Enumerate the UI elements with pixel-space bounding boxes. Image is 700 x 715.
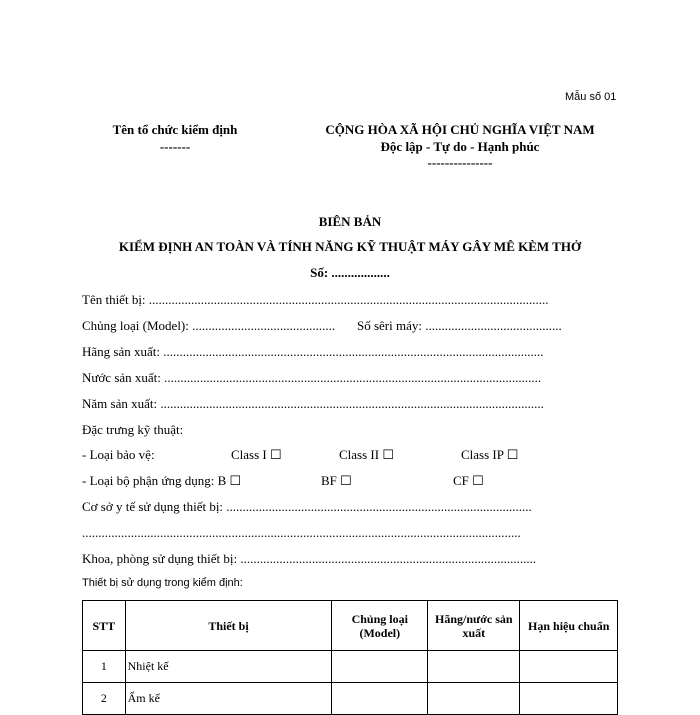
field-department: Khoa, phòng sử dụng thiết bị: ........................................................................................... — [82, 551, 537, 566]
form-code: Mẫu số 01 — [565, 91, 617, 103]
protection-type-label: - Loại bảo vệ: — [82, 447, 155, 462]
country-name: CỘNG HÒA XÃ HỘI CHỦ NGHĨA VIỆT NAM — [325, 122, 595, 137]
bf-checkbox: BF ☐ — [321, 473, 352, 488]
motto-dashes: --------------- — [427, 155, 493, 170]
cell-device: Ẩm kế — [125, 683, 332, 715]
table-header-row — [83, 601, 618, 651]
header-device: Thiết bị — [125, 601, 332, 651]
header-model: Chủng loại (Model) — [332, 601, 428, 651]
cell-device: Nhiệt kế — [125, 651, 332, 683]
field-year: Năm sản xuất: ...................................................................................................................... — [82, 396, 544, 411]
field-facility-line2: ....................................................................................................................................... — [82, 525, 521, 540]
cell-calibration — [520, 683, 618, 715]
class-2-checkbox: Class II ☐ — [339, 447, 394, 462]
motto: Độc lập - Tự do - Hạnh phúc — [380, 139, 540, 154]
equipment-caption: Thiết bị sử dụng trong kiểm định: — [82, 577, 243, 589]
org-dashes: ------- — [159, 139, 191, 154]
cell-calibration — [520, 651, 618, 683]
cell-stt: 2 — [83, 683, 126, 715]
cell-stt: 1 — [83, 651, 126, 683]
doc-title: BIÊN BẢN — [318, 214, 382, 229]
cell-model — [332, 651, 428, 683]
class-1-checkbox: Class I ☐ — [231, 447, 282, 462]
table-row — [83, 683, 618, 715]
header-maker: Hãng/nước sản xuất — [428, 601, 520, 651]
org-name: Tên tổ chức kiểm định — [112, 122, 238, 137]
field-manufacturer: Hãng sản xuất: ..................................................................................................................... — [82, 344, 544, 359]
header-stt: STT — [83, 601, 126, 651]
cell-maker — [428, 651, 520, 683]
field-serial: Số sêri máy: .......................................... — [357, 318, 562, 333]
doc-number: Số: .................. — [310, 265, 390, 280]
field-specs: Đặc trưng kỹ thuật: — [82, 422, 184, 437]
field-country: Nước sản xuất: .................................................................................................................... — [82, 370, 542, 385]
doc-subtitle: KIỂM ĐỊNH AN TOÀN VÀ TÍNH NĂNG KỸ THUẬT MÁY GÂY MÊ KÈM THỞ — [118, 239, 582, 254]
cell-model — [332, 683, 428, 715]
equipment-table — [82, 600, 618, 715]
cell-maker — [428, 683, 520, 715]
field-model: Chủng loại (Model): ............................................ — [82, 318, 336, 333]
header-calibration: Hạn hiệu chuẩn — [520, 601, 618, 651]
class-ip-checkbox: Class IP ☐ — [461, 447, 519, 462]
applied-part-label: - Loại bộ phận ứng dụng: B ☐ — [82, 473, 242, 488]
field-facility: Cơ sở y tế sử dụng thiết bị: .............................................................................................. — [82, 499, 532, 514]
field-device-name: Tên thiết bị: ........................................................................................................................... — [82, 292, 549, 307]
table-row — [83, 651, 618, 683]
cf-checkbox: CF ☐ — [453, 473, 484, 488]
